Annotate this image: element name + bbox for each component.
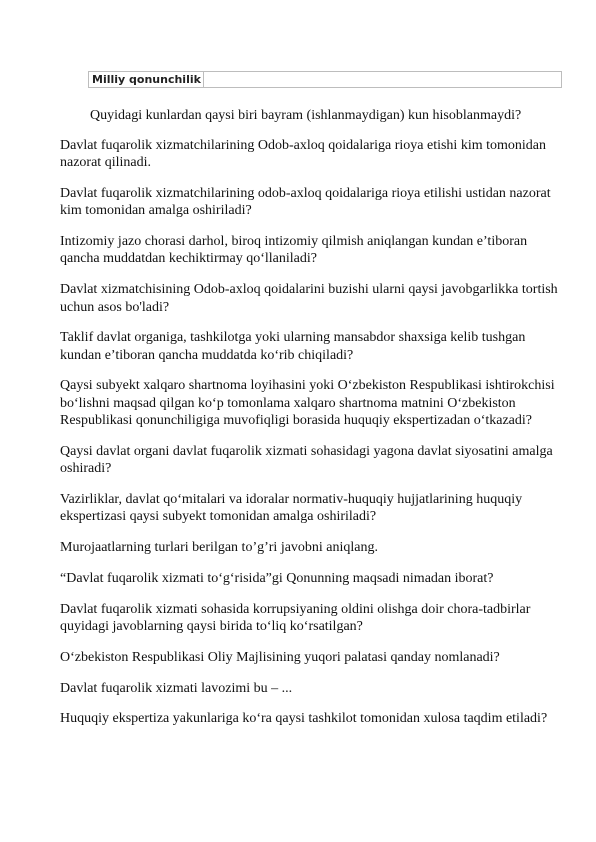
- question-item: Qaysi subyekt xalqaro shartnoma loyihasini yoki O‘zbekiston Respublikasi ishtirokchisi bo‘lishni maqsad qilgan ko‘p tomonlama xalqaro shartnoma matnini O‘zbekiston Respublikasi qonunchiligiga muvofiqligi borasida huquqiy ekspertizadan o‘tkazadi?: [60, 378, 555, 429]
- question-item: Davlat fuqarolik xizmati lavozimi bu – ...: [60, 680, 293, 696]
- section-title: Milliy qonunchilik: [92, 72, 204, 87]
- question-item: Murojaatlarning turlari berilgan to’g’ri javobni aniqlang.: [60, 540, 379, 556]
- question-item: Taklif davlat organiga, tashkilotga yoki ularning mansabdor shaxsiga kelib tushgan kundan e’tiboran qancha muddatda ko‘rib chiqiladi?: [60, 330, 526, 363]
- question-item: Intizomiy jazo chorasi darhol, biroq intizomiy qilmish aniqlangan kundan e’tiboran qancha muddatdan kechiktirmay qo‘llaniladi?: [60, 234, 528, 267]
- question-item: “Davlat fuqarolik xizmati to‘g‘risida”gi Qonunning maqsadi nimadan iborat?: [60, 570, 494, 586]
- question-item: Qaysi davlat organi davlat fuqarolik xizmati sohasidagi yagona davlat siyosatini amalga oshiradi?: [60, 443, 553, 477]
- question-item: Vazirliklar, davlat qo‘mitalari va idoralar normativ-huquqiy hujjatlarining huquqiy ekspertizasi qaysi subyekt tomonidan amalga oshiriladi?: [60, 491, 523, 525]
- question-list: [60, 137, 566, 741]
- question-item: O‘zbekiston Respublikasi Oliy Majlisining yuqori palatasi qanday nomlanadi?: [60, 649, 500, 665]
- intro-question: Quyidagi kunlardan qaysi biri bayram (ishlanmaydigan) kun hisoblanmaydi?: [90, 108, 522, 123]
- question-item: Davlat fuqarolik xizmatchilarining Odob-axloq qoidalariga rioya etishi kim tomonidan nazorat qilinadi.: [60, 138, 546, 171]
- question-item: Davlat xizmatchisining Odob-axloq qoidalarini buzishi ularni qaysi javobgarlikka tortish uchun asos bo'ladi?: [60, 282, 558, 315]
- section-heading-box: [88, 71, 562, 88]
- question-item: Davlat fuqarolik xizmati sohasida korrupsiyaning oldini olishga doir chora-tadbirlar quyidagi javoblarning qaysi birida to‘liq ko‘rsatilgan?: [60, 601, 531, 634]
- question-item: Huquqiy ekspertiza yakunlariga ko‘ra qaysi tashkilot tomonidan xulosa taqdim etiladi?: [60, 711, 548, 727]
- question-item: Davlat fuqarolik xizmatchilarining odob-axloq qoidalariga rioya etilishi ustidan nazorat kim tomonidan amalga oshiriladi?: [60, 186, 551, 219]
